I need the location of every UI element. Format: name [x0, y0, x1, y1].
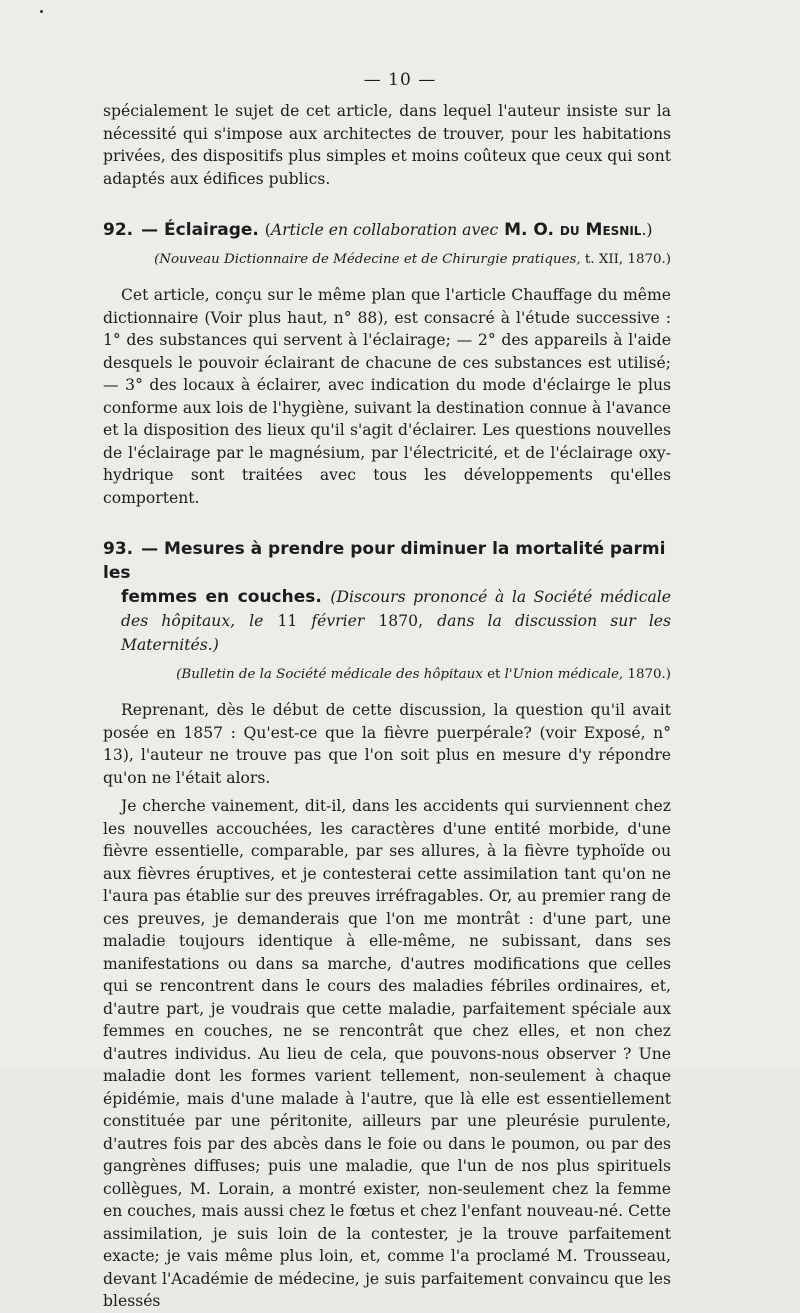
section-92-author-name: du Mesnil: [559, 220, 642, 240]
section-93-source-et: et: [487, 667, 501, 682]
section-92-heading: [103, 218, 671, 242]
section-93-title-line-1: Mesures à prendre pour diminuer la mortalité parmi les: [103, 539, 666, 583]
stray-mark: [40, 10, 43, 13]
section-93-source-bulletin: (Bulletin de la Société médicale des hôpitaux: [176, 667, 483, 682]
section-93-note-day: 11: [277, 612, 298, 630]
section-92-note-close: .): [641, 221, 653, 239]
section-92-source-volume: t. XII, 1870.): [584, 252, 671, 267]
section-93-source-year: 1870.): [627, 667, 671, 682]
section-93-paragraph-2: Je cherche vainement, dit-il, dans les accidents qui surviennent chez les nouvelles accouchées, les caractères d'une entité morbide, d'une fièvre essentielle, comparable, par ses allures, à la fièvre typhoïde ou aux fièvres éruptives, et je contesterai cette assimilation tant qu'on ne l'aura pas établie sur des preuves irréfragables. Or, au premier rang de ces preuves, je demanderais que l'on me montrât : d'une part, une maladie toujours identique à elle-même, ne subissant, dans ses manifestations ou dans sa marche, d'autres modifications que celles qui se rencontrent dans le cours des maladies fébriles ordinaires, et, d'autre part, je voudrais que cette maladie, parfaitement spéciale aux femmes en couches, ne se rencontrât que chez elles, et non chez d'autres individus. Au lieu de cela, que pouvons-nous observer ? Une maladie dont les formes varient tellement, non-seulement à chaque épidémie, mais d'une malade à l'autre, que là elle est essentiellement constituée par une péritonite, ailleurs par une pleurésie purulente, d'autres fois par des abcès dans le foie ou dans le poumon, ou par des gangrènes diffuses; puis une maladie, que l'un de nos plus spirituels collègues, M. Lorain, a montré exister, non-seulement chez la femme en couches, mais aussi chez le fœtus et chez l'enfant nouveau-né. Cette assimilation, je suis loin de la contester, je la trouve parfaitement exacte; je vais même plus loin, et, comme l'a proclamé M. Trousseau, devant l'Académie de médecine, je suis parfaitement convaincu que les blessés: [103, 797, 671, 1310]
section-93-title-line-2: femmes en couches.: [121, 587, 322, 607]
section-93-number: 93.: [103, 539, 134, 559]
section-93-paragraph-1: Reprenant, dès le début de cette discussion, la question qu'il avait posée en 1857 : Qu'est-ce que la fièvre puerpérale? (voir Exposé, n° 13), l'auteur ne trouve pas que l'on soit plus en mesure d'y répondre qu'on ne l'était alors.: [103, 701, 671, 787]
section-93-note-le: le: [249, 612, 264, 630]
section-92-source-title: (Nouveau Dictionnaire de Médecine et de Chirurgie pratiques,: [154, 252, 581, 267]
section-92-number: 92.: [103, 220, 134, 240]
section-92-source: [103, 250, 671, 270]
section-93-heading: [103, 537, 671, 657]
page-body: [103, 100, 671, 1313]
section-93-note-month: février: [311, 612, 365, 630]
section-92-dash: —: [141, 220, 159, 240]
section-93-source-union: l'Union médicale,: [504, 667, 624, 682]
section-93-note-part-1: (Discours prononcé à la Société médicale des hôpitaux,: [121, 588, 671, 630]
section-92-title: Éclairage.: [164, 220, 259, 240]
section-93-note-year: 1870,: [378, 612, 424, 630]
section-92-note: Article en collaboration avec: [270, 221, 499, 239]
intro-paragraph: spécialement le sujet de cet article, dans lequel l'auteur insiste sur la nécessité qui s'impose aux architectes de trouver, pour les habitations privées, des dispositifs plus simples et moins coûteux que ceux qui sont adaptés aux édifices publics.: [103, 102, 671, 188]
section-93-note-part-3: dans la discussion sur les Maternités.): [121, 612, 672, 654]
section-92-author-initial: M. O.: [504, 220, 554, 240]
section-92-note-open: (: [264, 221, 271, 239]
section-93-source: [103, 665, 671, 685]
section-92-paragraph: Cet article, conçu sur le même plan que l'article Chauffage du même dictionnaire (Voir plus haut, n° 88), est consacré à l'étude successive : 1° des substances qui servent à l'éclairage; — 2° des appareils à l'aide desquels le pouvoir éclairant de chacune de ces substances est utilisé; — 3° des locaux à éclairer, avec indication du mode d'éclairge le plus conforme aux lois de l'hygiène, suivant la destination connue à l'avance et la disposition des lieux qu'il s'agit d'éclairer. Les questions nouvelles de l'éclairage par le magnésium, par l'électricité, et de l'éclairage oxy-hydrique sont traitées avec tous les développements qu'elles comportent.: [103, 286, 671, 507]
page-number: — 10 —: [363, 70, 437, 90]
section-93-dash: —: [141, 539, 159, 559]
